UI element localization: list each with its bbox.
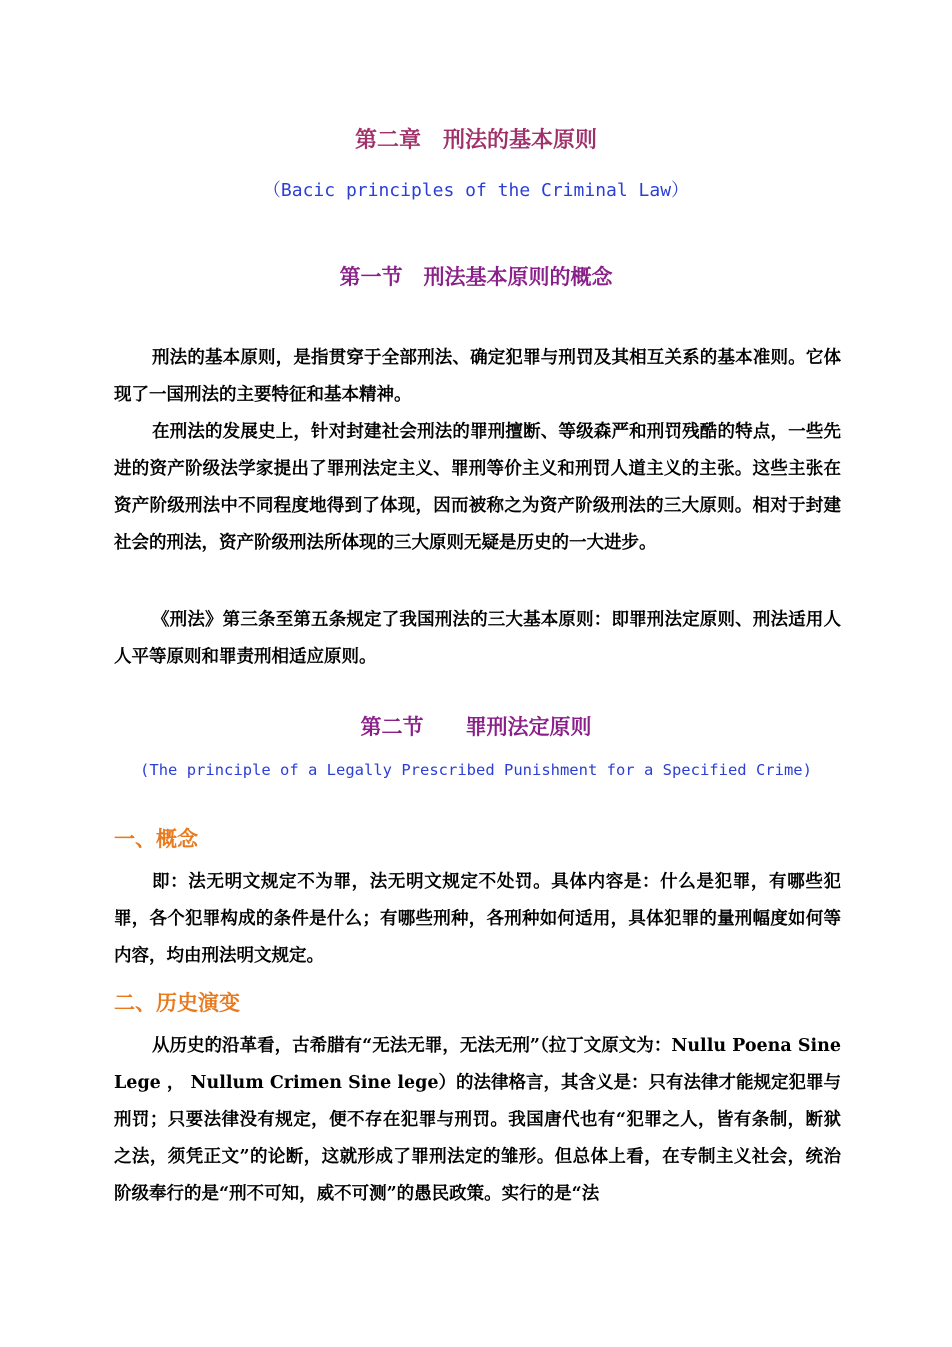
section-1-paragraph-3: 《刑法》第三条至第五条规定了我国刑法的三大基本原则：即罪刑法定原则、刑法适用人人平等原则和罪责刑相适应原则。 [114, 610, 841, 667]
section-2-subtitle-english: (The principle of a Legally Prescribed Punishment for a Specified Crime) [140, 761, 812, 779]
section-1-paragraph-1: 刑法的基本原则，是指贯穿于全部刑法、确定犯罪与刑罚及其相互关系的基本准则。它体现了一国刑法的主要特征和基本精神。 [114, 348, 841, 405]
part-1-paragraph: 即：法无明文规定不为罪，法无明文规定不处罚。具体内容是：什么是犯罪，有哪些犯罪，各个犯罪构成的条件是什么；有哪些刑种，各刑种如何适用，具体犯罪的量刑幅度如何等内容，均由刑法明文规定。 [114, 872, 841, 966]
chapter-subtitle-english: （Bacic principles of the Criminal Law） [262, 180, 690, 201]
part-2-paragraph: 从历史的沿革看，古希腊有“无法无罪，无法无刑”（拉丁文原文为：Nullu Poena Sine Lege ， Nullum Crimen Sine lege）的法律格言，其含义是：只有法律才能规定犯罪与刑罚；只要法律没有规定，便不存在犯罪与刑罚。我国唐代也有“犯罪之人，皆有条制，断狱之法，须凭正文”的论断，这就形成了罪刑法定的雏形。但总体上看，在专制主义社会，统治阶级奉行的是“刑不可知，威不可测”的愚民政策。实行的是“法 [114, 1036, 841, 1204]
part-1-heading: 一、概念 [114, 826, 198, 851]
part-2-heading: 二、历史演变 [114, 990, 240, 1015]
section-2-title: 第二节 罪刑法定原则 [360, 714, 592, 739]
section-1-paragraph-2: 在刑法的发展史上，针对封建社会刑法的罪刑擅断、等级森严和刑罚残酷的特点，一些先进的资产阶级法学家提出了罪刑法定主义、罪刑等价主义和刑罚人道主义的主张。这些主张在资产阶级刑法中不同程度地得到了体现，因而被称之为资产阶级刑法的三大原则。相对于封建社会的刑法，资产阶级刑法所体现的三大原则无疑是历史的一大进步。 [114, 422, 841, 553]
section-1-title: 第一节 刑法基本原则的概念 [339, 264, 613, 289]
chapter-title: 第二章 刑法的基本原则 [354, 127, 597, 153]
